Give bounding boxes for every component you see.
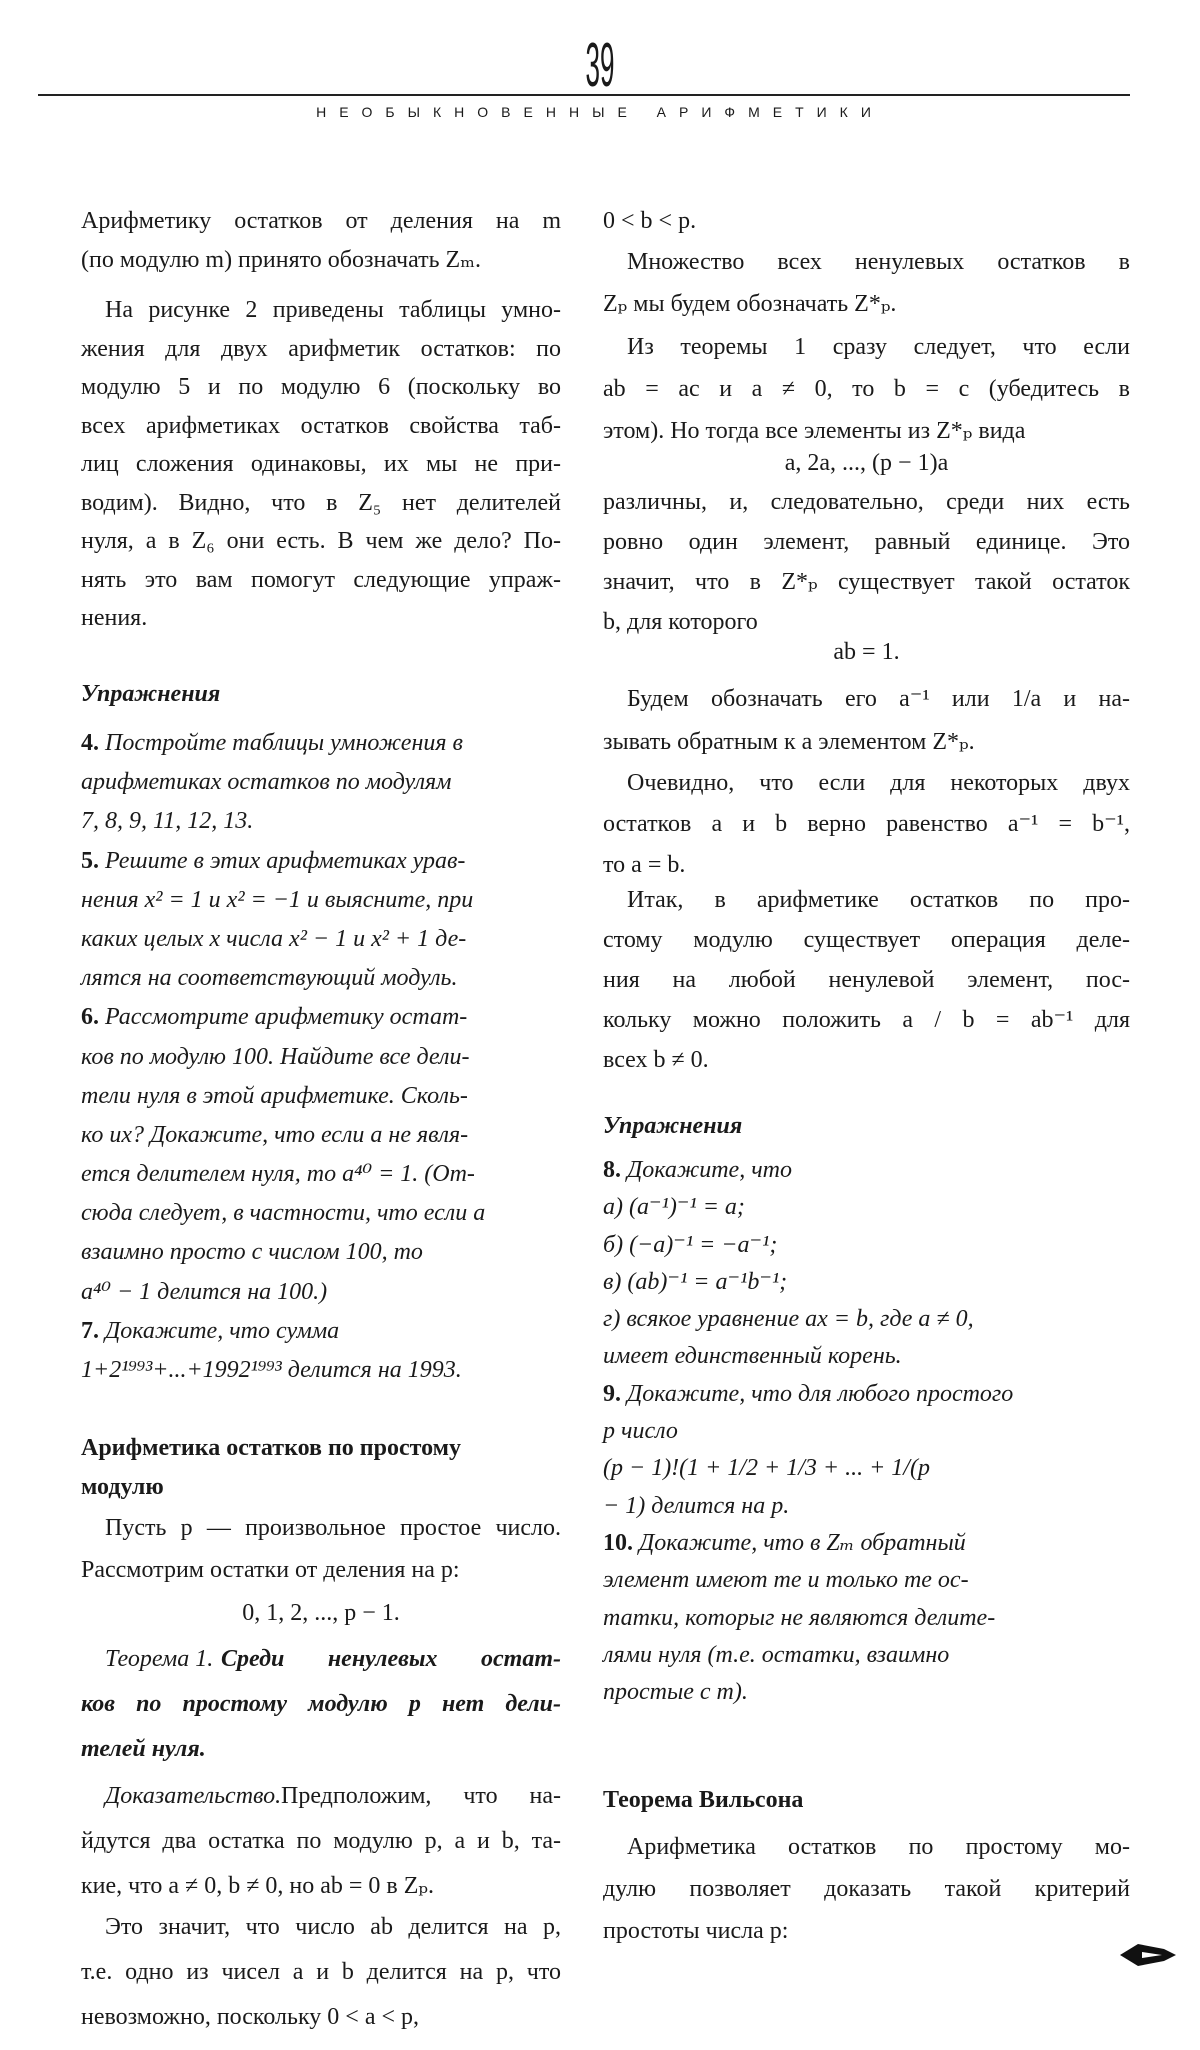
text-line: Это значит, что число ab делится на p,: [105, 1914, 561, 1940]
text-line: 0, 1, 2, ..., p − 1.: [242, 1600, 400, 1626]
text-line: ab = 1.: [833, 639, 900, 665]
formula-residues: [81, 1593, 561, 1633]
text-line: стому модулю существует операция деле-: [603, 927, 1130, 953]
text-line: взаимно просто с числом 100, то: [81, 1239, 423, 1266]
text-line: сюда следует, в частности, что если a: [81, 1200, 486, 1227]
text-line: Итак, в арифметике остатков по про-: [627, 887, 1130, 913]
exercise-number: 9.: [603, 1380, 621, 1407]
text-line: лятся на соответствующий модуль.: [81, 965, 458, 992]
text-line: всех b ≠ 0.: [603, 1047, 709, 1073]
paragraph-nonzero-set: [603, 241, 1130, 317]
text-line: a, 2a, ..., (p − 1)a: [784, 450, 949, 476]
text-line: Рассмотрим остатки от деления на p:: [81, 1557, 460, 1583]
text-line: различны, и, следовательно, среди них есть: [603, 489, 1130, 515]
text-line: всех арифметиках остатков свойства таб-: [81, 412, 561, 439]
exercise-item: [81, 998, 561, 1037]
exercises-list-2: [603, 1152, 1130, 1706]
text-line: модулю 5 и по модулю 6 (поскольку во: [81, 374, 561, 400]
section-heading: [81, 1429, 561, 1500]
text-line: нуля, а в Z₆ они есть. В чем же дело? По-: [81, 528, 561, 554]
text-line: татки, которыг не являются делите-: [603, 1604, 996, 1631]
paragraph-intro: [81, 202, 561, 273]
text-line: арифметиках остатков по модулям: [81, 769, 452, 796]
text-line: Арифметику остатков от деления на m: [81, 208, 561, 234]
exercises-heading: Упражнения: [81, 681, 221, 707]
paragraph-distinct: [603, 482, 1130, 635]
text-line: имеет единственный корень.: [603, 1343, 902, 1370]
formula-multiples: [603, 443, 1130, 483]
wilson-heading: Теорема Вильсона: [603, 1787, 804, 1813]
text-line: Из теоремы 1 сразу следует, что если: [627, 334, 1130, 360]
text-line: йдутся два остатка по модулю p, a и b, та-: [81, 1828, 561, 1854]
text-line: Очевидно, что если для некоторых двух: [627, 770, 1130, 796]
text-line: в) (ab)⁻¹ = a⁻¹b⁻¹;: [603, 1268, 788, 1295]
paragraph-inverse-notation: [603, 678, 1130, 755]
text-line: ков по простому модулю p нет дели-: [81, 1691, 561, 1717]
text-line: простые с m).: [603, 1679, 748, 1706]
text-line: На рисунке 2 приведены таблицы умно-: [105, 297, 561, 323]
exercise-number: 7.: [81, 1317, 99, 1344]
continue-arrow-icon: [1118, 1940, 1178, 1970]
text-line: каких целых x числа x² − 1 и x² + 1 де-: [81, 925, 467, 952]
text-line: нения.: [81, 605, 148, 631]
text-line: ков по модулю 100. Найдите все дели-: [81, 1043, 470, 1070]
exercise-text: Докажите, что: [627, 1157, 792, 1183]
text-line: б) (−a)⁻¹ = −a⁻¹;: [603, 1231, 778, 1258]
exercise-item: [81, 1312, 561, 1351]
text-line: а) (a⁻¹)⁻¹ = a;: [603, 1194, 745, 1221]
text-line: 1+2¹⁹⁹³+...+1992¹⁹⁹³ делится на 1993.: [81, 1357, 462, 1383]
paragraph-division: [603, 880, 1130, 1073]
text-line: Пусть p — произвольное простое число.: [105, 1515, 561, 1541]
text-line: Арифметика остатков по простому: [81, 1435, 461, 1461]
paragraph-prime: [81, 1507, 561, 1583]
exercise-text: Докажите, что сумма: [105, 1317, 340, 1344]
exercise-item: [81, 842, 561, 881]
text-line: лиц сложения одинаковы, их мы не при-: [81, 451, 561, 477]
text-line: модулю: [81, 1474, 164, 1500]
exercise-number: 4.: [81, 730, 99, 756]
text-line: невозможно, поскольку 0 < a < p,: [81, 2004, 420, 2030]
text-line: ко их? Докажите, что если a не явля-: [81, 1121, 469, 1148]
proof-label: Доказательство.: [105, 1783, 282, 1809]
exercise-item: [603, 1152, 1130, 1189]
text-line: ния на любой ненулевой элемент, пос-: [603, 967, 1130, 993]
text-line: элемент имеют те и только те ос-: [603, 1567, 969, 1594]
proof: [81, 1774, 561, 1899]
text-line: кольку можно положить a / b = ab⁻¹ для: [603, 1007, 1130, 1033]
text-line: лями нуля (т.е. остатки, взаимно: [603, 1641, 950, 1668]
running-title: НЕОБЫКНОВЕННЫЕ АРИФМЕТИКИ: [316, 104, 884, 120]
exercise-text: Постройте таблицы умножения в: [105, 730, 463, 756]
exercise-text: Докажите, что для любого простого: [627, 1380, 1014, 1407]
text-line: b, для которого: [603, 609, 758, 635]
header-rule: [38, 94, 1130, 96]
paragraph-wilson: [603, 1826, 1130, 1944]
text-line: Множество всех ненулевых остатков в: [627, 249, 1130, 275]
text-line: Арифметика остатков по простому мо-: [627, 1834, 1130, 1860]
exercise-number: 6.: [81, 1004, 99, 1031]
text-line: нения x² = 1 и x² = −1 и выясните, при: [81, 886, 474, 913]
text-line: телей нуля.: [81, 1736, 206, 1762]
text-line: ровно один элемент, равный единице. Это: [603, 529, 1130, 555]
text-line: водим). Видно, что в Z₅ нет делителей: [81, 489, 561, 516]
paragraph-figure-2: [81, 291, 561, 631]
text-line: ab = ac и a ≠ 0, то b = c (убедитесь в: [603, 376, 1130, 402]
exercise-item: [81, 724, 561, 763]
text-line: Среди ненулевых остат-: [221, 1646, 561, 1672]
text-line: дулю позволяет доказать такой критерий: [603, 1876, 1130, 1902]
text-line: кие, что a ≠ 0, b ≠ 0, но ab = 0 в Zₚ.: [81, 1873, 435, 1899]
text-line: 0 < b < p.: [603, 208, 697, 234]
text-line: простоты числа p:: [603, 1918, 789, 1944]
theorem-label: Теорема 1.: [105, 1646, 214, 1672]
text-line: (p − 1)!(1 + 1/2 + 1/3 + ... + 1/(p: [603, 1455, 930, 1482]
text-line: то a = b.: [603, 852, 686, 878]
page-number: 39: [585, 31, 615, 100]
text-line: значит, что в Z*ₚ существует такой остаток: [603, 569, 1130, 595]
paragraph-obvious: [603, 763, 1130, 878]
text-line: p число: [603, 1418, 678, 1445]
theorem-1: [81, 1637, 561, 1762]
exercise-item: [603, 1525, 1130, 1562]
exercise-number: 8.: [603, 1157, 621, 1183]
text-line: тели нуля в этой арифметике. Сколь-: [81, 1082, 468, 1109]
exercises-heading-2: Упражнения: [603, 1113, 743, 1139]
exercise-text: Докажите, что в Zₘ обратный: [639, 1529, 966, 1556]
paragraph-theorem-consequence: [603, 326, 1130, 444]
text-line: a⁴⁰ − 1 делится на 100.): [81, 1278, 328, 1305]
text-line: (по модулю m) принято обозначать Zₘ.: [81, 247, 481, 273]
text-line: г) всякое уравнение ax = b, где a ≠ 0,: [603, 1306, 974, 1333]
text-line: т.е. одно из чисел a и b делится на p, что: [81, 1959, 561, 1985]
text-line: ется делителем нуля, то a⁴⁰ = 1. (От-: [81, 1161, 475, 1188]
exercise-text: Рассмотрите арифметику остат-: [105, 1004, 468, 1031]
text-line: этом). Но тогда все элементы из Z*ₚ вида: [603, 418, 1026, 444]
text-line: − 1) делится на p.: [603, 1492, 790, 1519]
paragraph-cont: [603, 202, 1130, 241]
exercise-number: 10.: [603, 1529, 633, 1556]
text-line: Будем обозначать его a⁻¹ или 1/a и на-: [627, 686, 1130, 712]
text-line: 7, 8, 9, 11, 12, 13.: [81, 808, 254, 835]
exercises-list: [81, 724, 561, 1383]
exercise-number: 5.: [81, 847, 99, 874]
paragraph-proof-cont: [81, 1905, 561, 2030]
text-line: жения для двух арифметик остатков: по: [81, 335, 561, 362]
formula-inverse: [603, 632, 1130, 672]
text-line: остатков a и b верно равенство a⁻¹ = b⁻¹,: [603, 811, 1130, 837]
exercise-item: [603, 1376, 1130, 1413]
text-line: зывать обратным к a элементом Z*ₚ.: [603, 729, 975, 755]
text-line: Zₚ мы будем обозначать Z*ₚ.: [603, 291, 897, 317]
text-line: нять это вам помогут следующие упраж-: [81, 566, 561, 593]
exercise-text: Решите в этих арифметиках урав-: [105, 847, 466, 874]
text-line: Предположим, что на-: [281, 1783, 561, 1809]
